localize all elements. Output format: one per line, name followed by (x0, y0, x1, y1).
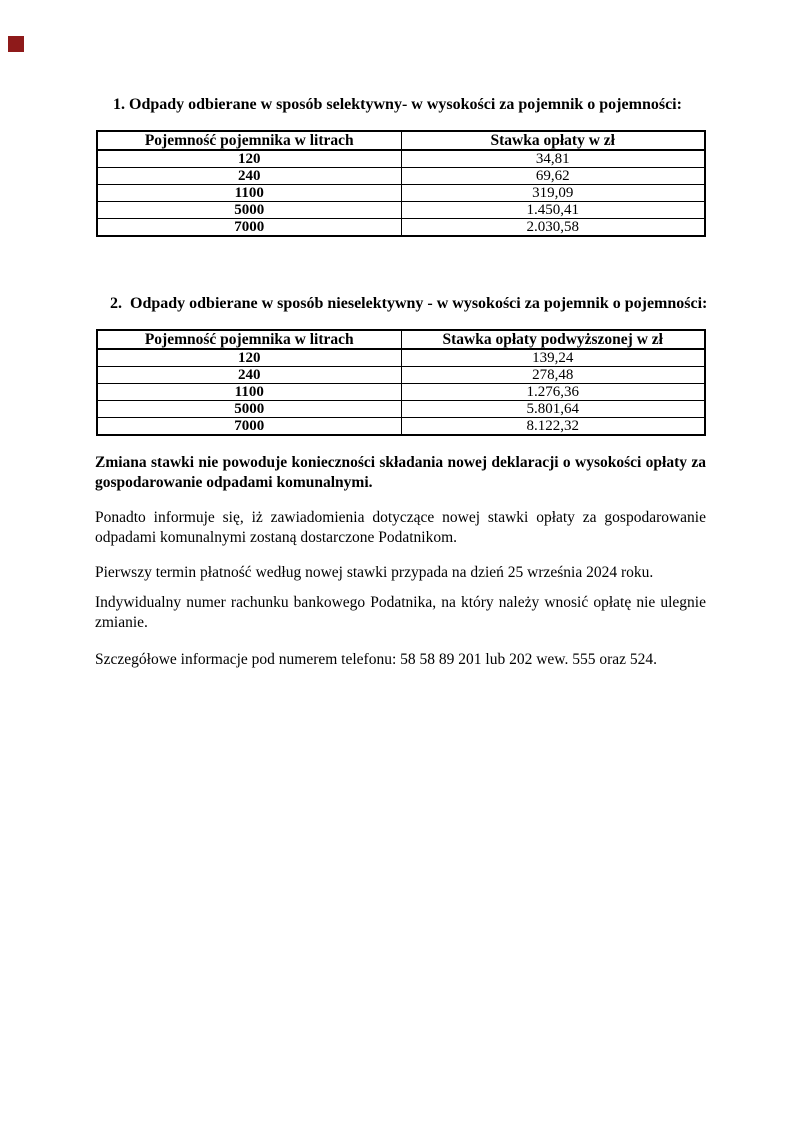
table-row (97, 168, 705, 185)
capacity-cell: 120 (97, 150, 401, 168)
rate-cell: 69,62 (401, 168, 705, 185)
capacity-cell: 7000 (97, 219, 401, 237)
capacity-cell: 5000 (97, 401, 401, 418)
column-header-capacity: Pojemność pojemnika w litrach (97, 330, 401, 349)
capacity-cell: 240 (97, 168, 401, 185)
capacity-cell: 5000 (97, 202, 401, 219)
capacity-cell: 7000 (97, 418, 401, 436)
corner-marker (8, 36, 24, 52)
table-row (97, 349, 705, 367)
rate-cell: 5.801,64 (401, 401, 705, 418)
table-row (97, 150, 705, 168)
column-header-increased-rate: Stawka opłaty podwyższonej w zł (401, 330, 705, 349)
capacity-cell: 240 (97, 367, 401, 384)
rate-cell: 319,09 (401, 185, 705, 202)
section2-heading: 2. Odpady odbierane w sposób nieselektywny - w wysokości za pojemnik o pojemności: (110, 295, 708, 312)
table-row (97, 185, 705, 202)
rate-cell: 2.030,58 (401, 219, 705, 237)
section1-heading: 1. Odpady odbierane w sposób selektywny- w wysokości za pojemnik o pojemności: (113, 96, 682, 113)
rate-cell: 1.276,36 (401, 384, 705, 401)
column-header-rate: Stawka opłaty w zł (401, 131, 705, 150)
table-row (97, 401, 705, 418)
table-row (97, 367, 705, 384)
notice-delivery-paragraph: Ponadto informuje się, iż zawiadomienia dotyczące nowej stawki opłaty za gospodarowanie odpadami komunalnymi zostaną dostarczone Podatnikom. (95, 509, 706, 546)
selective-rates-table (96, 130, 706, 237)
rate-cell: 139,24 (401, 349, 705, 367)
bold-notice-paragraph: Zmiana stawki nie powoduje konieczności składania nowej deklaracji o wysokości opłaty za gospodarowanie odpadami komunalnymi. (95, 454, 706, 491)
rate-cell: 8.122,32 (401, 418, 705, 436)
table-row (97, 219, 705, 237)
capacity-cell: 1100 (97, 384, 401, 401)
first-payment-paragraph: Pierwszy termin płatność według nowej stawki przypada na dzień 25 września 2024 roku. (95, 564, 654, 581)
contact-paragraph: Szczegółowe informacje pod numerem telefonu: 58 58 89 201 lub 202 wew. 555 oraz 524. (95, 651, 658, 668)
table-header-row (97, 131, 705, 150)
capacity-cell: 1100 (97, 185, 401, 202)
column-header-capacity: Pojemność pojemnika w litrach (97, 131, 401, 150)
capacity-cell: 120 (97, 349, 401, 367)
rate-cell: 1.450,41 (401, 202, 705, 219)
bank-account-paragraph: Indywidualny numer rachunku bankowego Podatnika, na który należy wnosić opłatę nie ulegnie zmianie. (95, 594, 706, 631)
nonselective-rates-table (96, 329, 706, 436)
table-row (97, 418, 705, 436)
table-row (97, 202, 705, 219)
rate-cell: 278,48 (401, 367, 705, 384)
table-row (97, 384, 705, 401)
rate-cell: 34,81 (401, 150, 705, 168)
table-header-row (97, 330, 705, 349)
